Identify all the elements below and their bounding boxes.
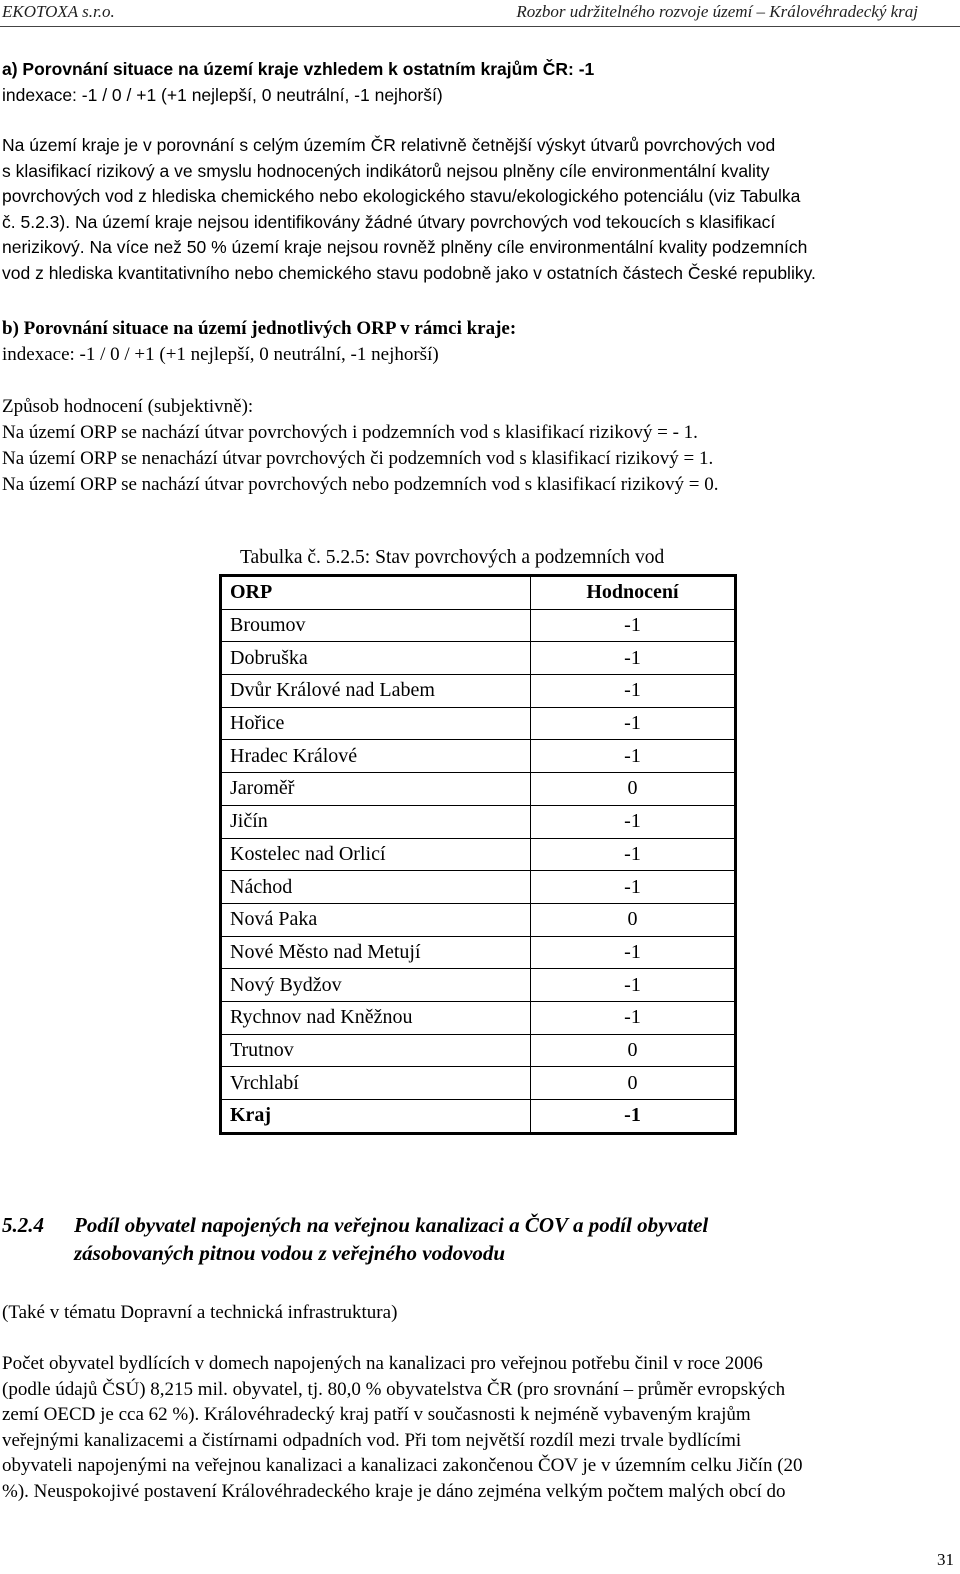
table-row <box>221 675 736 708</box>
table-row <box>221 609 736 642</box>
section-b-heading: b) Porovnání situace na území jednotlivých ORP v rámci kraje: <box>2 318 517 339</box>
orp-name-cell: Nový Bydžov <box>221 969 531 1002</box>
paragraph-line: zemí OECD je cca 62 %). Královéhradecký kraj patří v současnosti k nejméně vybaveným krajům <box>2 1404 751 1425</box>
rating-cell: -1 <box>531 838 736 871</box>
table-row <box>221 1034 736 1067</box>
paragraph-line: Na území kraje je v porovnání s celým územím ČR relativně četnější výskyt útvarů povrchových vod <box>2 135 776 155</box>
orp-name-cell: Nové Město nad Metují <box>221 936 531 969</box>
rating-cell: -1 <box>531 936 736 969</box>
table-row <box>221 707 736 740</box>
method-title: Způsob hodnocení (subjektivně): <box>2 396 254 417</box>
table-body <box>221 609 736 1133</box>
column-header-orp: ORP <box>221 576 531 610</box>
rating-cell: -1 <box>531 675 736 708</box>
paragraph-line: nerizikový. Na více než 50 % území kraje nejsou rovněž plněny cíle environmentální kvality podzemních <box>2 237 808 257</box>
total-rating-cell: -1 <box>531 1100 736 1134</box>
orp-name-cell: Kostelec nad Orlicí <box>221 838 531 871</box>
subsection-title-line: Podíl obyvatel napojených na veřejnou kanalizaci a ČOV a podíl obyvatel <box>74 1213 709 1237</box>
rating-cell: 0 <box>531 773 736 806</box>
orp-name-cell: Náchod <box>221 871 531 904</box>
orp-name-cell: Trutnov <box>221 1034 531 1067</box>
orp-name-cell: Nová Paka <box>221 903 531 936</box>
table-row <box>221 838 736 871</box>
paragraph-line: (podle údajů ČSÚ) 8,215 mil. obyvatel, tj. 80,0 % obyvatelstva ČR (pro srovnání – průměr evropských <box>2 1378 786 1400</box>
table-row <box>221 969 736 1002</box>
table-row <box>221 936 736 969</box>
orp-name-cell: Hořice <box>221 707 531 740</box>
section-a-index: indexace: -1 / 0 / +1 (+1 nejlepší, 0 neutrální, -1 nejhorší) <box>2 84 443 105</box>
rating-cell: -1 <box>531 871 736 904</box>
paragraph-line: s klasifikací rizikový a ve smyslu hodnocených indikátorů nejsou plněny cíle environmentální kvality <box>2 160 770 181</box>
header-document-title: Rozbor udržitelného rozvoje území – Královéhradecký kraj <box>516 2 918 21</box>
rating-cell: 0 <box>531 1034 736 1067</box>
method-rule: Na území ORP se nachází útvar povrchových i podzemních vod s klasifikací rizikový = - 1. <box>2 422 698 443</box>
orp-name-cell: Jaroměř <box>221 773 531 806</box>
table-header-row <box>221 576 736 610</box>
table-row <box>221 773 736 806</box>
orp-name-cell: Jičín <box>221 805 531 838</box>
method-rule: Na území ORP se nachází útvar povrchových nebo podzemních vod s klasifikací rizikový = 0. <box>2 474 719 495</box>
orp-name-cell: Dvůr Králové nad Labem <box>221 675 531 708</box>
rating-cell: 0 <box>531 903 736 936</box>
rating-cell: -1 <box>531 805 736 838</box>
table-row <box>221 642 736 675</box>
rating-cell: -1 <box>531 1001 736 1034</box>
table-total-row <box>221 1100 736 1134</box>
related-topic-note: (Také v tématu Dopravní a technická infrastruktura) <box>2 1302 398 1323</box>
table-row <box>221 871 736 904</box>
rating-cell: -1 <box>531 740 736 773</box>
sewerage-paragraph <box>2 1351 955 1504</box>
section-a-paragraph <box>2 133 955 286</box>
rating-cell: -1 <box>531 609 736 642</box>
page-number: 31 <box>937 1550 954 1569</box>
table-row <box>221 1001 736 1034</box>
method-rule: Na území ORP se nenachází útvar povrchových či podzemních vod s klasifikací rizikový = 1. <box>2 448 714 469</box>
paragraph-line: obyvateli napojenými na veřejnou kanalizaci a kanalizaci zakončenou ČOV je v územním celku Jičín (20 <box>2 1455 803 1476</box>
section-a-heading: a) Porovnání situace na území kraje vzhledem k ostatním krajům ČR: -1 <box>2 59 595 79</box>
rating-cell: 0 <box>531 1067 736 1100</box>
section-a-heading-block <box>2 57 955 108</box>
orp-name-cell: Hradec Králové <box>221 740 531 773</box>
orp-name-cell: Vrchlabí <box>221 1067 531 1100</box>
paragraph-line: veřejnými kanalizacemi a čistírnami odpadních vod. Při tom největší rozdíl mezi trvale bydlícími <box>2 1429 742 1451</box>
table-caption: Tabulka č. 5.2.5: Stav povrchových a podzemních vod <box>240 547 665 568</box>
table-row <box>221 805 736 838</box>
orp-evaluation-table <box>219 574 737 1135</box>
table-row <box>221 903 736 936</box>
subsection-title <box>74 1211 934 1267</box>
orp-name-cell: Broumov <box>221 609 531 642</box>
orp-name-cell: Rychnov nad Kněžnou <box>221 1001 531 1034</box>
table-row <box>221 1067 736 1100</box>
rating-cell: -1 <box>531 969 736 1002</box>
column-header-rating: Hodnocení <box>531 576 736 610</box>
paragraph-line: Počet obyvatel bydlících v domech napojených na kanalizaci pro veřejnou potřebu činil v roce 2006 <box>2 1353 763 1374</box>
evaluation-method-block <box>2 394 955 498</box>
table-row <box>221 740 736 773</box>
orp-name-cell: Dobruška <box>221 642 531 675</box>
rating-cell: -1 <box>531 642 736 675</box>
paragraph-line: vod z hlediska kvantitativního nebo chemického stavu podobně jako v ostatních částech České republiky. <box>2 262 816 283</box>
rating-cell: -1 <box>531 707 736 740</box>
section-b-index: indexace: -1 / 0 / +1 (+1 nejlepší, 0 neutrální, -1 nejhorší) <box>2 344 439 365</box>
paragraph-line: č. 5.2.3). Na území kraje nejsou identifikovány žádné útvary povrchových vod tekoucích s klasifikací <box>2 211 776 232</box>
header-company: EKOTOXA s.r.o. <box>2 2 115 21</box>
paragraph-line: %). Neuspokojivé postavení Královéhradeckého kraje je dáno zejména velkým počtem malých obcí do <box>2 1480 786 1502</box>
subsection-title-line: zásobovaných pitnou vodou z veřejného vodovodu <box>74 1241 506 1265</box>
header-divider <box>0 26 960 27</box>
section-b-heading-block <box>2 316 955 368</box>
subsection-number: 5.2.4 <box>2 1213 44 1237</box>
total-label-cell: Kraj <box>221 1100 531 1134</box>
paragraph-line: povrchových vod z hlediska chemického nebo ekologického stavu/ekologického potenciálu (viz Tabulka <box>2 186 801 206</box>
